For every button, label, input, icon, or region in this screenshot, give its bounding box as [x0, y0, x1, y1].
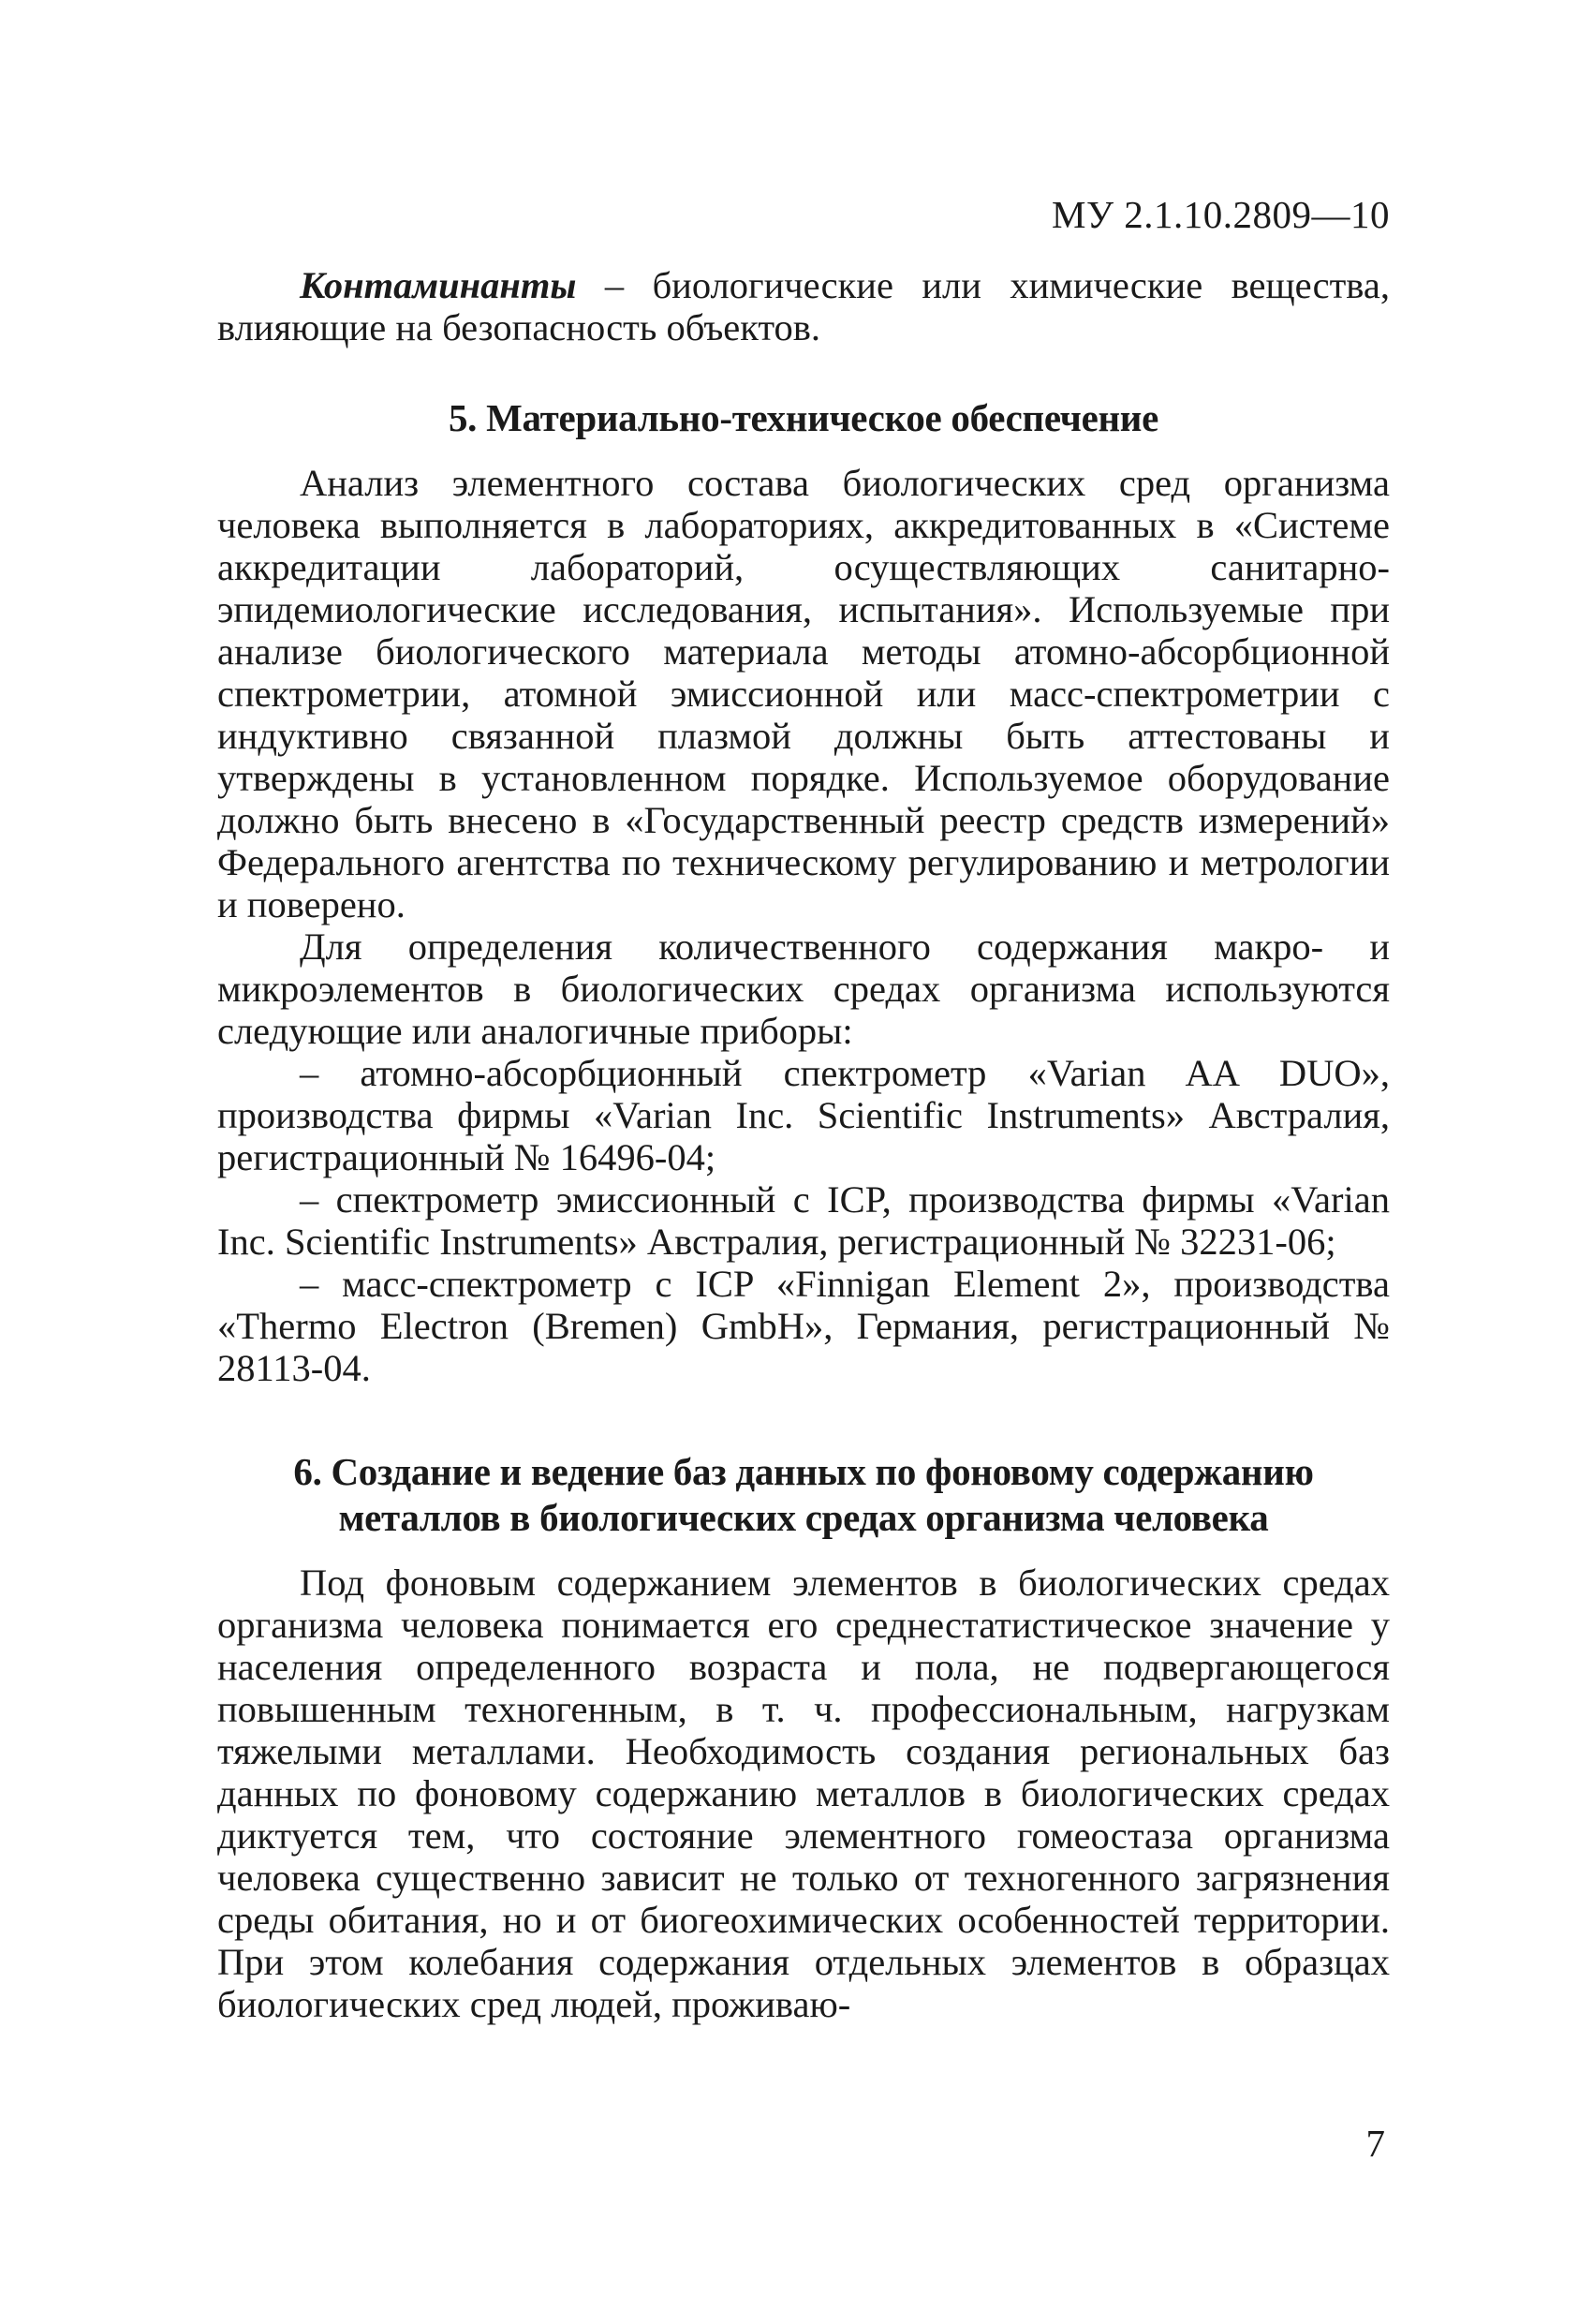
section-6-title-line-2: металлов в биологических средах организма человека	[338, 1496, 1269, 1539]
section-6-paragraph-1: Под фоновым содержанием элементов в биологических средах организма человека понимается его среднестатистическое значение у населения определенного возраста и пола, не подвергающегося повышенным техногенным, в т. ч. профессиональным, нагрузкам тяжелыми металлами. Необходимость создания региональных баз данных по фоновому содержанию металлов в биологических средах диктуется тем, что состояние элементного гомеостаза организма человека существенно зависит не только от техногенного загрязнения среды обитания, но и от биогеохимических особенностей территории. При этом колебания содержания отдельных элементов в образцах биологических сред людей, проживаю-	[217, 1562, 1390, 2025]
section-5-paragraph-1: Анализ элементного состава биологических сред организма человека выполняется в лабораториях, аккредитованных в «Системе аккредитации лабораторий, осуществляющих санитарно-эпидемиологические исследования, испытания». Используемые при анализе биологического материала методы атомно-абсорбционной спектрометрии, атомной эмиссионной или масс-спектрометрии с индуктивно связанной плазмой должны быть аттестованы и утверждены в установленном порядке. Используемое оборудование должно быть внесено в «Государственный реестр средств измерений» Федерального агентства по техническому регулированию и метрологии и поверено.	[217, 462, 1390, 925]
definition-text: – биологические или химические вещества, влияющие на безопасность объектов.	[217, 264, 1390, 348]
page-number: 7	[1365, 2122, 1385, 2165]
instrument-list-item: – спектрометр эмиссионный с ICP, производства фирмы «Varian Inc. Scientific Instruments» Австралия, регистрационный № 32231-06;	[217, 1178, 1390, 1263]
definition-paragraph	[217, 264, 1390, 348]
document-code: МУ 2.1.10.2809—10	[1052, 193, 1390, 236]
instrument-list-item: – масс-спектрометр с ICP «Finnigan Element 2», производства «Thermo Electron (Bremen) GmbH», Германия, регистрационный № 28113-04.	[217, 1263, 1390, 1389]
section-5-title: 5. Материально-техническое обеспечение	[448, 396, 1159, 439]
page-content	[217, 264, 1390, 2025]
section-6-title-line-1: 6. Создание и ведение баз данных по фоновому содержанию	[293, 1450, 1314, 1493]
definition-term: Контаминанты	[300, 264, 577, 306]
instrument-list-item: – атомно-абсорбционный спектрометр «Varian AA DUO», производства фирмы «Varian Inc. Scientific Instruments» Австралия, регистрационный № 16496-04;	[217, 1052, 1390, 1178]
section-6-title	[217, 1449, 1390, 1541]
section-5-paragraph-2: Для определения количественного содержания макро- и микроэлементов в биологических средах организма используются следующие или аналогичные приборы:	[217, 925, 1390, 1052]
